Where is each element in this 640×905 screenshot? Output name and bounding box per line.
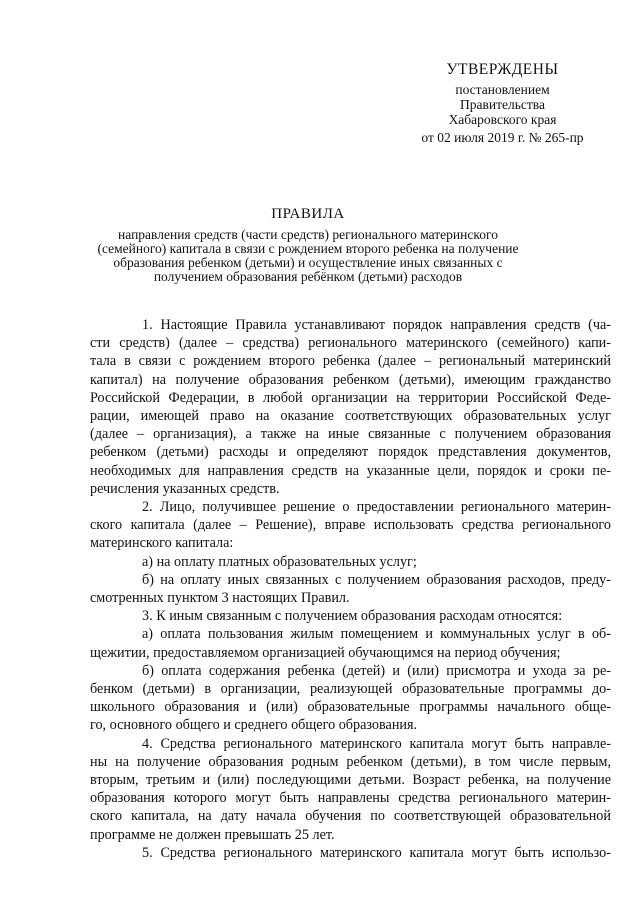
- approval-line-date: от 02 июля 2019 г. № 265-пр: [421, 130, 584, 145]
- body-line: речисления указанных средств.: [90, 480, 280, 497]
- body-line: 1. Настоящие Правила устанавливают порядок направления средств (ча-: [142, 317, 611, 333]
- document-subtitle-line: получением образования ребёнком (детьми) расходов: [153, 269, 463, 284]
- approval-line-government: Правительства: [460, 97, 545, 112]
- body-line: тала в связи с рождением второго ребенка (далее – региональный материнский: [90, 353, 611, 370]
- body-line: необходимых для направления средств на указанные цели, порядок и сроки пе-: [90, 462, 611, 479]
- document-title-block: [88, 205, 528, 284]
- document-subtitle-line: направления средств (части средств) регионального материнского: [118, 227, 498, 242]
- body-line: школьного образования и (или) образовательные программы начального обще-: [90, 699, 611, 716]
- approval-block: [395, 60, 610, 145]
- body-line: материнского капитала:: [90, 535, 234, 552]
- body-line: го, основного общего и среднего общего образования.: [90, 717, 418, 734]
- body-line: щежитии, предоставляемом организацией обучающимся на период обучения;: [90, 644, 561, 661]
- approval-heading: УТВЕРЖДЕНЫ: [446, 61, 559, 78]
- body-line: 5. Средства регионального материнского капитала могут быть использо-: [142, 844, 611, 861]
- body-line: капитал) на получение образования ребенком (детьми), имеющим гражданство: [90, 371, 611, 388]
- approval-line-decree: постановлением: [455, 82, 550, 97]
- body-line: вторым, третьим и (или) последующими детьми. Возраст ребенка, на получение: [90, 772, 611, 789]
- document-subtitle-line: образования ребенком (детьми) и осуществление иных связанных с: [113, 255, 503, 270]
- body-line: 3. К иным связанным с получением образования расходам относятся:: [142, 608, 563, 625]
- body-line: 2. Лицо, получившее решение о предоставлении регионального материн-: [142, 499, 611, 516]
- body-line: ны на получение образования родным ребенком (детьми), в том числе первым,: [90, 753, 611, 770]
- body-line: а) оплата пользования жилым помещением и коммунальных услуг в об-: [142, 626, 611, 643]
- document-body: [90, 316, 611, 862]
- body-line: а) на оплату платных образовательных услуг;: [142, 553, 417, 570]
- approval-line-region: Хабаровского края: [448, 112, 557, 127]
- body-line: ского капитала (далее – Решение), вправе использовать средства регионального: [90, 517, 611, 534]
- body-line: образования которого могут быть направлены средства регионального материн-: [90, 790, 611, 807]
- body-line: (далее – организация), а также на иные связанные с получением образования: [90, 426, 611, 443]
- document-title: ПРАВИЛА: [271, 206, 345, 222]
- body-line: б) на оплату иных связанных с получением образования расходов, преду-: [142, 571, 611, 588]
- body-line: 4. Средства регионального материнского капитала могут быть направле-: [142, 735, 611, 752]
- body-line: смотренных пунктом 3 настоящих Правил.: [90, 590, 350, 607]
- body-line: программе не должен превышать 25 лет.: [90, 826, 335, 843]
- body-line: ребенком (детьми) расходы и определяют порядок представления документов,: [90, 444, 611, 461]
- body-line: сти средств) (далее – средства) регионального материнского (семейного) капи-: [90, 335, 611, 352]
- body-line: Российской Федерации, в любой организации на территории Российской Феде-: [90, 389, 611, 406]
- body-line: б) оплата содержания ребенка (детей) и (или) присмотра и ухода за ре-: [142, 662, 611, 679]
- body-line: ского капитала, на дату начала обучения по соответствующей образовательной: [90, 808, 611, 825]
- body-line: бенком (детьми) в организации, реализующей образовательные программы до-: [90, 681, 611, 698]
- document-subtitle-line: (семейного) капитала в связи с рождением второго ребенка на получение: [97, 241, 519, 256]
- body-line: рации, имеющей право на оказание соответствующих образовательных услуг: [90, 408, 611, 425]
